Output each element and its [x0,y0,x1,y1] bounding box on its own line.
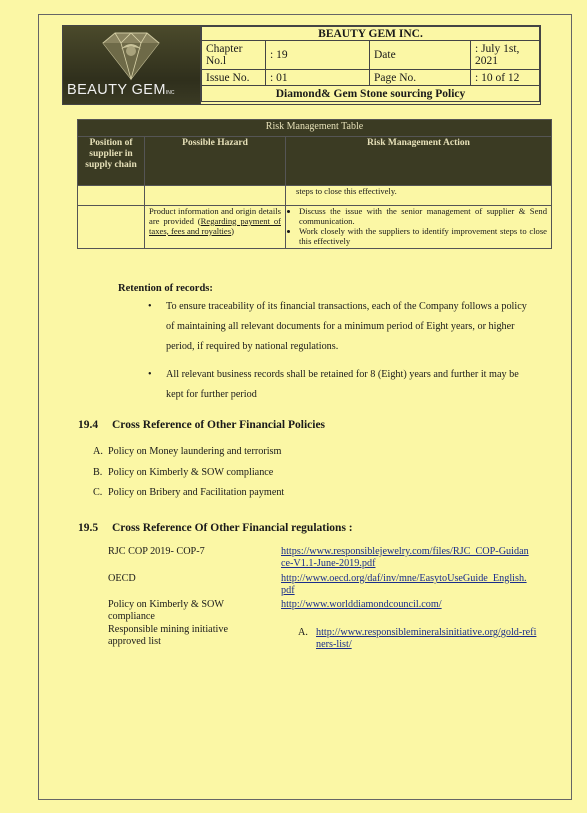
retention-item: • All relevant business records shall be retained for 8 (Eight) years and further it may be kept for further period [148,365,528,405]
company-logo [63,26,201,104]
regulation-link[interactable]: http://www.oecd.org/daf/inv/mne/EasytoUseGuide_English.pdf [281,573,527,596]
regulation-link[interactable]: http://www.worlddiamondcouncil.com/ [281,599,442,610]
regulation-link[interactable]: http://www.responsiblemineralsinitiative.org/gold-refiners-list/ [316,627,537,650]
regulation-link[interactable]: https://www.responsiblejewelry.com/files/RJC_COP-Guidance-V1.1-June-2019.pdf [281,546,529,569]
col-header-position: Position of supplier in supply chain [78,137,145,186]
retention-list [148,297,528,408]
list-item: B. Policy on Kimberly & SOW compliance [93,466,274,478]
regulation-name: OECD [108,573,136,584]
policy-title: Diamond& Gem Stone sourcing Policy [202,86,540,102]
date-value: : July 1st, 2021 [471,41,540,70]
row2-hazard: Product information and origin details are provided (Regarding payment of taxes, fees and royalties) [145,206,286,249]
action-bullet: • Work closely with the suppliers to identify improvement steps to close this effectively [299,227,547,247]
retention-item: • To ensure traceability of its financial transactions, each of the Company follows a policy of maintaining all relevant documents for a minimum period of Eight years, or higher period, if required by national regulations. [148,297,528,357]
issue-label: Issue No. [202,70,266,86]
date-label: Date [370,41,471,70]
action-bullet: • Discuss the issue with the senior management of supplier & Send communication. [299,207,547,227]
row2-action [286,206,552,249]
chapter-label: Chapter No.l [202,41,266,70]
page-label: Page No. [370,70,471,86]
chapter-value: : 19 [266,41,370,70]
table-cell [286,186,552,206]
col-header-action: Risk Management Action [286,137,552,186]
company-name: BEAUTY GEM INC. [202,27,540,41]
document-header [62,25,541,105]
issue-value: : 01 [266,70,370,86]
list-item: A. Policy on Money laundering and terrorism [93,446,282,457]
bullet-icon: • [148,301,152,312]
table-cell [78,206,145,249]
header-info-table [201,26,540,102]
bullet-icon: • [148,369,152,380]
table-cell [145,186,286,206]
regulation-name: RJC COP 2019- COP-7 [108,546,205,557]
col-header-hazard: Possible Hazard [145,137,286,186]
diamond-logo-icon [91,29,171,81]
retention-title: Retention of records: [118,283,213,294]
risk-table-title: Risk Management Table [78,120,552,137]
row1-action-text: steps to close this effectively. [296,186,397,196]
regulation-name: Policy on Kimberly & SOW compliance [108,599,224,622]
section-19-5-heading: 19.5 Cross Reference Of Other Financial regulations : [78,522,353,534]
section-19-4-heading: 19.4 Cross Reference of Other Financial Policies [78,419,326,431]
table-cell [78,186,145,206]
list-item: C. Policy on Bribery and Facilitation payment [93,487,285,498]
logo-wordmark: BEAUTY GEMINC [67,82,175,98]
risk-management-table [77,119,552,249]
policy-list [93,442,284,504]
regulation-name: Responsible mining initiative approved list [108,624,228,647]
list-letter: A. [298,627,308,638]
page-value: : 10 of 12 [471,70,540,86]
